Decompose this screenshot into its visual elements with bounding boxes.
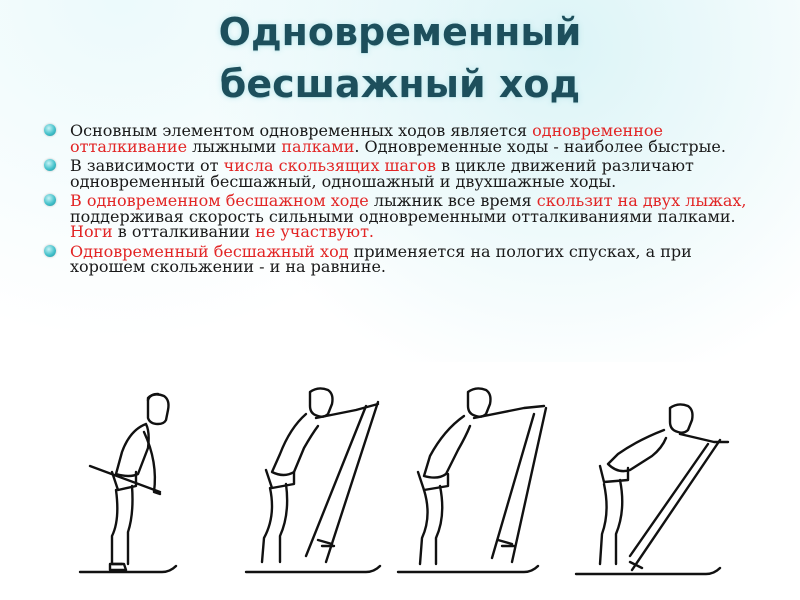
bullet-item: [44, 158, 764, 189]
skier-1-leg-back: [112, 490, 122, 564]
bullet-text: в цикле движений различают одновременный бесшажный, одношажный и двухшажные ходы.: [70, 156, 694, 191]
skier-1-arm: [144, 432, 160, 494]
bullet-item: [44, 193, 764, 240]
bullet-text: поддерживая скорость сильными одновременными отталкиваниями палками.: [70, 206, 736, 226]
skier-figure-1: [80, 394, 176, 572]
skier-2-leg-2: [280, 484, 287, 562]
bullet-highlight-text: Одновременный бесшажный ход: [70, 241, 349, 261]
skier-2-leg: [262, 488, 272, 562]
skier-4-leg: [600, 484, 607, 564]
skier-4-head: [670, 404, 693, 432]
skier-4-pole-2: [630, 444, 708, 556]
skier-illustration: [40, 362, 770, 600]
bullet-highlight-text: Ноги: [70, 222, 113, 241]
bullet-text: лыжными: [187, 136, 282, 156]
bullet-highlight-text: палками: [281, 136, 355, 156]
bullet-text: В зависимости от: [70, 156, 224, 175]
bullet-text: . Одновременные ходы - наиболее быстрые.: [354, 136, 726, 156]
bullet-dot-icon: [44, 194, 56, 206]
bullet-text: лыжник все время: [368, 191, 537, 210]
skier-1-boot: [110, 564, 126, 570]
skier-2-pole-1: [326, 402, 378, 562]
title-line-2: бесшажный ход: [219, 62, 581, 106]
skier-2-ski: [246, 566, 380, 572]
skier-figure-3: [398, 388, 546, 572]
skier-figure-4: [576, 404, 728, 574]
title-line-1: Одновременный: [218, 10, 582, 54]
skier-3-ski: [398, 566, 538, 572]
bullet-highlight-text: числа скользящих шагов: [223, 156, 436, 175]
skier-1-ski: [80, 566, 176, 572]
bullet-highlight-text: скользит на двух лыжах,: [536, 191, 747, 210]
skier-3-leg: [420, 490, 428, 564]
bullet-highlight-text: одновременное отталкивание: [70, 121, 663, 156]
skier-4-ski: [576, 568, 720, 574]
bullet-highlight-text: В одновременном бесшажном ходе: [70, 191, 369, 210]
bullet-item: [44, 241, 764, 276]
bullet-text: Основным элементом одновременных ходов является: [70, 121, 533, 140]
skier-3-basket: [498, 540, 514, 546]
skier-3-torso: [424, 416, 470, 478]
skier-2-head: [310, 388, 333, 416]
bullet-item: [44, 123, 764, 154]
skier-3-head: [468, 388, 491, 416]
skier-3-leg-2: [436, 486, 442, 564]
slide-title: [0, 6, 800, 110]
bullet-dot-icon: [44, 159, 56, 171]
skier-figure-2: [246, 388, 380, 572]
skier-4-torso: [608, 430, 666, 471]
bullet-list: [44, 123, 764, 279]
skier-1-hair: [148, 394, 158, 400]
skier-1-leg-front: [128, 486, 133, 564]
skier-1-head: [148, 394, 169, 424]
skier-2-arm: [316, 404, 378, 418]
skier-2-torso: [272, 414, 318, 475]
bullet-text: в отталкивании: [112, 222, 256, 241]
bullet-text: применяется на пологих спусках, а при хорошем скольжении - и на равнине.: [70, 241, 692, 276]
bullet-dot-icon: [44, 124, 56, 136]
bullet-highlight-text: не участвуют.: [255, 222, 375, 241]
skier-4-leg-2: [616, 480, 622, 564]
bullet-dot-icon: [44, 245, 56, 257]
